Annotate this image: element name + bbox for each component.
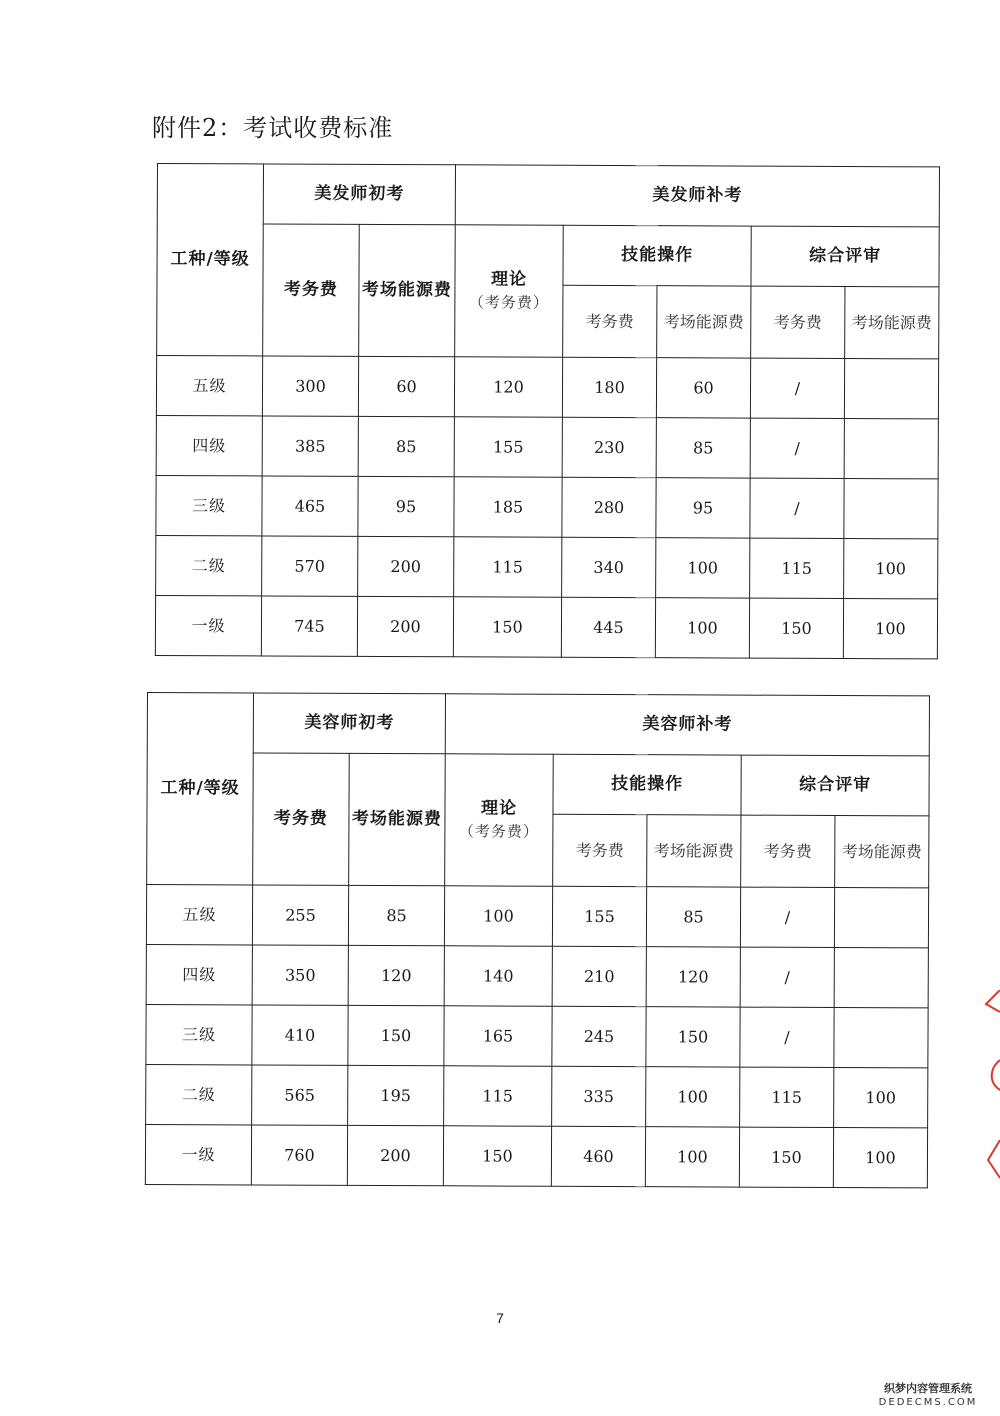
grade-header: 工种/等级 [147, 693, 254, 885]
theory-label: 理论 [480, 798, 518, 819]
table-row [156, 356, 938, 419]
fee-cell: 95 [656, 478, 750, 538]
grade-cell: 三级 [146, 1004, 252, 1064]
table-row [156, 415, 938, 478]
grade-cell: 五级 [146, 885, 252, 945]
fee-cell: 150 [739, 1127, 833, 1187]
theory-header [445, 754, 554, 886]
fee-cell: 150 [453, 597, 561, 657]
fee-cell: / [740, 887, 834, 947]
fee-cell: 150 [348, 1005, 444, 1065]
fee-cell: 115 [750, 538, 844, 598]
fee-cell: 245 [552, 1006, 646, 1066]
venue-fee-header: 考场能源费 [359, 224, 456, 356]
fee-cell: 180 [562, 357, 656, 417]
fee-cell: 745 [261, 596, 357, 656]
review-header: 综合评审 [741, 755, 929, 816]
skill-header: 技能操作 [553, 754, 741, 815]
fee-cell: 60 [656, 358, 750, 418]
fee-cell [834, 948, 928, 1008]
fee-cell: 335 [552, 1066, 646, 1126]
initial-exam-header: 美发师初考 [263, 164, 455, 225]
fee-cell: / [750, 358, 844, 418]
fee-cell: 200 [357, 596, 453, 656]
fee-cell: 165 [444, 1006, 552, 1066]
fee-cell: 150 [749, 598, 843, 658]
grade-cell: 四级 [146, 944, 252, 1004]
fee-cell: 200 [358, 536, 454, 596]
fee-cell: / [740, 1007, 834, 1067]
fee-cell: 85 [348, 885, 444, 945]
table-row [145, 1124, 927, 1187]
review-header: 综合评审 [751, 226, 939, 287]
watermark-en: DEDECMS.COM [878, 1397, 978, 1408]
initial-exam-header: 美容师初考 [253, 693, 445, 754]
fee-cell: 95 [358, 476, 454, 536]
makeup-exam-header: 美发师补考 [455, 165, 939, 227]
fee-cell: 185 [454, 477, 562, 537]
skill-venue-fee-header: 考场能源费 [657, 286, 751, 358]
fee-cell: 465 [262, 476, 358, 536]
watermark [868, 1382, 988, 1410]
exam-fee-header: 考务费 [263, 224, 360, 356]
fee-cell [834, 1008, 928, 1068]
review-exam-fee-header: 考务费 [751, 286, 845, 358]
fee-cell: 200 [347, 1125, 443, 1185]
skill-header: 技能操作 [563, 225, 751, 286]
fee-cell: 445 [561, 597, 655, 657]
fee-cell: 155 [454, 417, 562, 477]
exam-fee-header: 考务费 [253, 753, 350, 885]
fee-cell: 210 [552, 946, 646, 1006]
review-venue-fee-header: 考场能源费 [845, 287, 939, 359]
fee-cell: / [740, 947, 834, 1007]
fee-cell: 255 [252, 885, 348, 945]
skill-venue-fee-header: 考场能源费 [647, 815, 741, 887]
fee-cell: 570 [262, 536, 358, 596]
skill-exam-fee-header: 考务费 [563, 285, 657, 357]
skill-exam-fee-header: 考务费 [553, 814, 647, 886]
fee-cell: 120 [646, 947, 740, 1007]
grade-cell: 三级 [156, 475, 262, 535]
fee-cell: 100 [444, 886, 552, 946]
page-title: 附件2：考试收费标准 [152, 114, 394, 142]
table-row [146, 944, 928, 1007]
grade-cell: 二级 [156, 535, 262, 595]
fee-cell: 100 [843, 599, 937, 659]
table-row [156, 475, 938, 538]
fee-cell: 195 [348, 1065, 444, 1125]
table-row [156, 535, 938, 598]
fee-cell: / [750, 418, 844, 478]
fee-cell: 85 [646, 887, 740, 947]
fee-cell: 410 [252, 1005, 348, 1065]
fee-cell: 85 [656, 418, 750, 478]
fee-cell: 155 [552, 886, 646, 946]
fee-cell: 150 [646, 1007, 740, 1067]
theory-note: （考务费） [458, 822, 539, 841]
fee-cell: 340 [562, 537, 656, 597]
fee-cell: 140 [444, 946, 552, 1006]
fee-cell: 120 [348, 945, 444, 1005]
table-row [155, 595, 937, 658]
fee-cell: 760 [251, 1125, 347, 1185]
grade-cell: 二级 [146, 1064, 252, 1124]
fee-cell: 100 [646, 1067, 740, 1127]
venue-fee-header: 考场能源费 [349, 753, 446, 885]
grade-cell: 一级 [145, 1124, 251, 1184]
table-row [146, 1004, 928, 1067]
fee-cell: 100 [656, 538, 750, 598]
fee-cell: 115 [444, 1066, 552, 1126]
fee-cell: 150 [443, 1126, 551, 1186]
fee-table-beautician [145, 692, 930, 1188]
fee-cell: 60 [358, 356, 454, 416]
theory-label: 理论 [490, 269, 528, 290]
grade-header: 工种/等级 [157, 164, 264, 356]
fee-cell: 230 [562, 417, 656, 477]
makeup-exam-header: 美容师补考 [445, 694, 929, 756]
watermark-cn: 织梦内容管理系统 [884, 1382, 972, 1395]
fee-cell [834, 888, 928, 948]
table-row [146, 885, 928, 948]
grade-cell: 一级 [155, 595, 261, 655]
table-row [146, 1064, 928, 1127]
fee-cell: 120 [454, 357, 562, 417]
fee-cell: 115 [454, 537, 562, 597]
fee-cell: 300 [262, 356, 358, 416]
fee-cell [844, 419, 938, 479]
fee-cell: / [750, 478, 844, 538]
fee-cell: 280 [562, 477, 656, 537]
grade-cell: 五级 [156, 356, 262, 416]
fee-cell: 100 [655, 598, 749, 658]
theory-header [455, 225, 564, 357]
fee-cell [844, 479, 938, 539]
fee-cell: 460 [551, 1126, 645, 1186]
fee-cell [844, 359, 938, 419]
fee-table-hairdresser [155, 163, 940, 659]
fee-cell: 100 [645, 1127, 739, 1187]
page-number: 7 [496, 1310, 504, 1326]
fee-cell: 85 [358, 416, 454, 476]
fee-cell: 100 [834, 1068, 928, 1128]
review-venue-fee-header: 考场能源费 [835, 816, 929, 888]
stamp-fragment [982, 990, 1000, 1180]
fee-cell: 100 [833, 1128, 927, 1188]
fee-cell: 115 [740, 1067, 834, 1127]
theory-note: （考务费） [468, 293, 549, 312]
grade-cell: 四级 [156, 415, 262, 475]
fee-cell: 350 [252, 945, 348, 1005]
fee-cell: 100 [844, 539, 938, 599]
fee-cell: 385 [262, 416, 358, 476]
review-exam-fee-header: 考务费 [741, 815, 835, 887]
fee-cell: 565 [252, 1065, 348, 1125]
